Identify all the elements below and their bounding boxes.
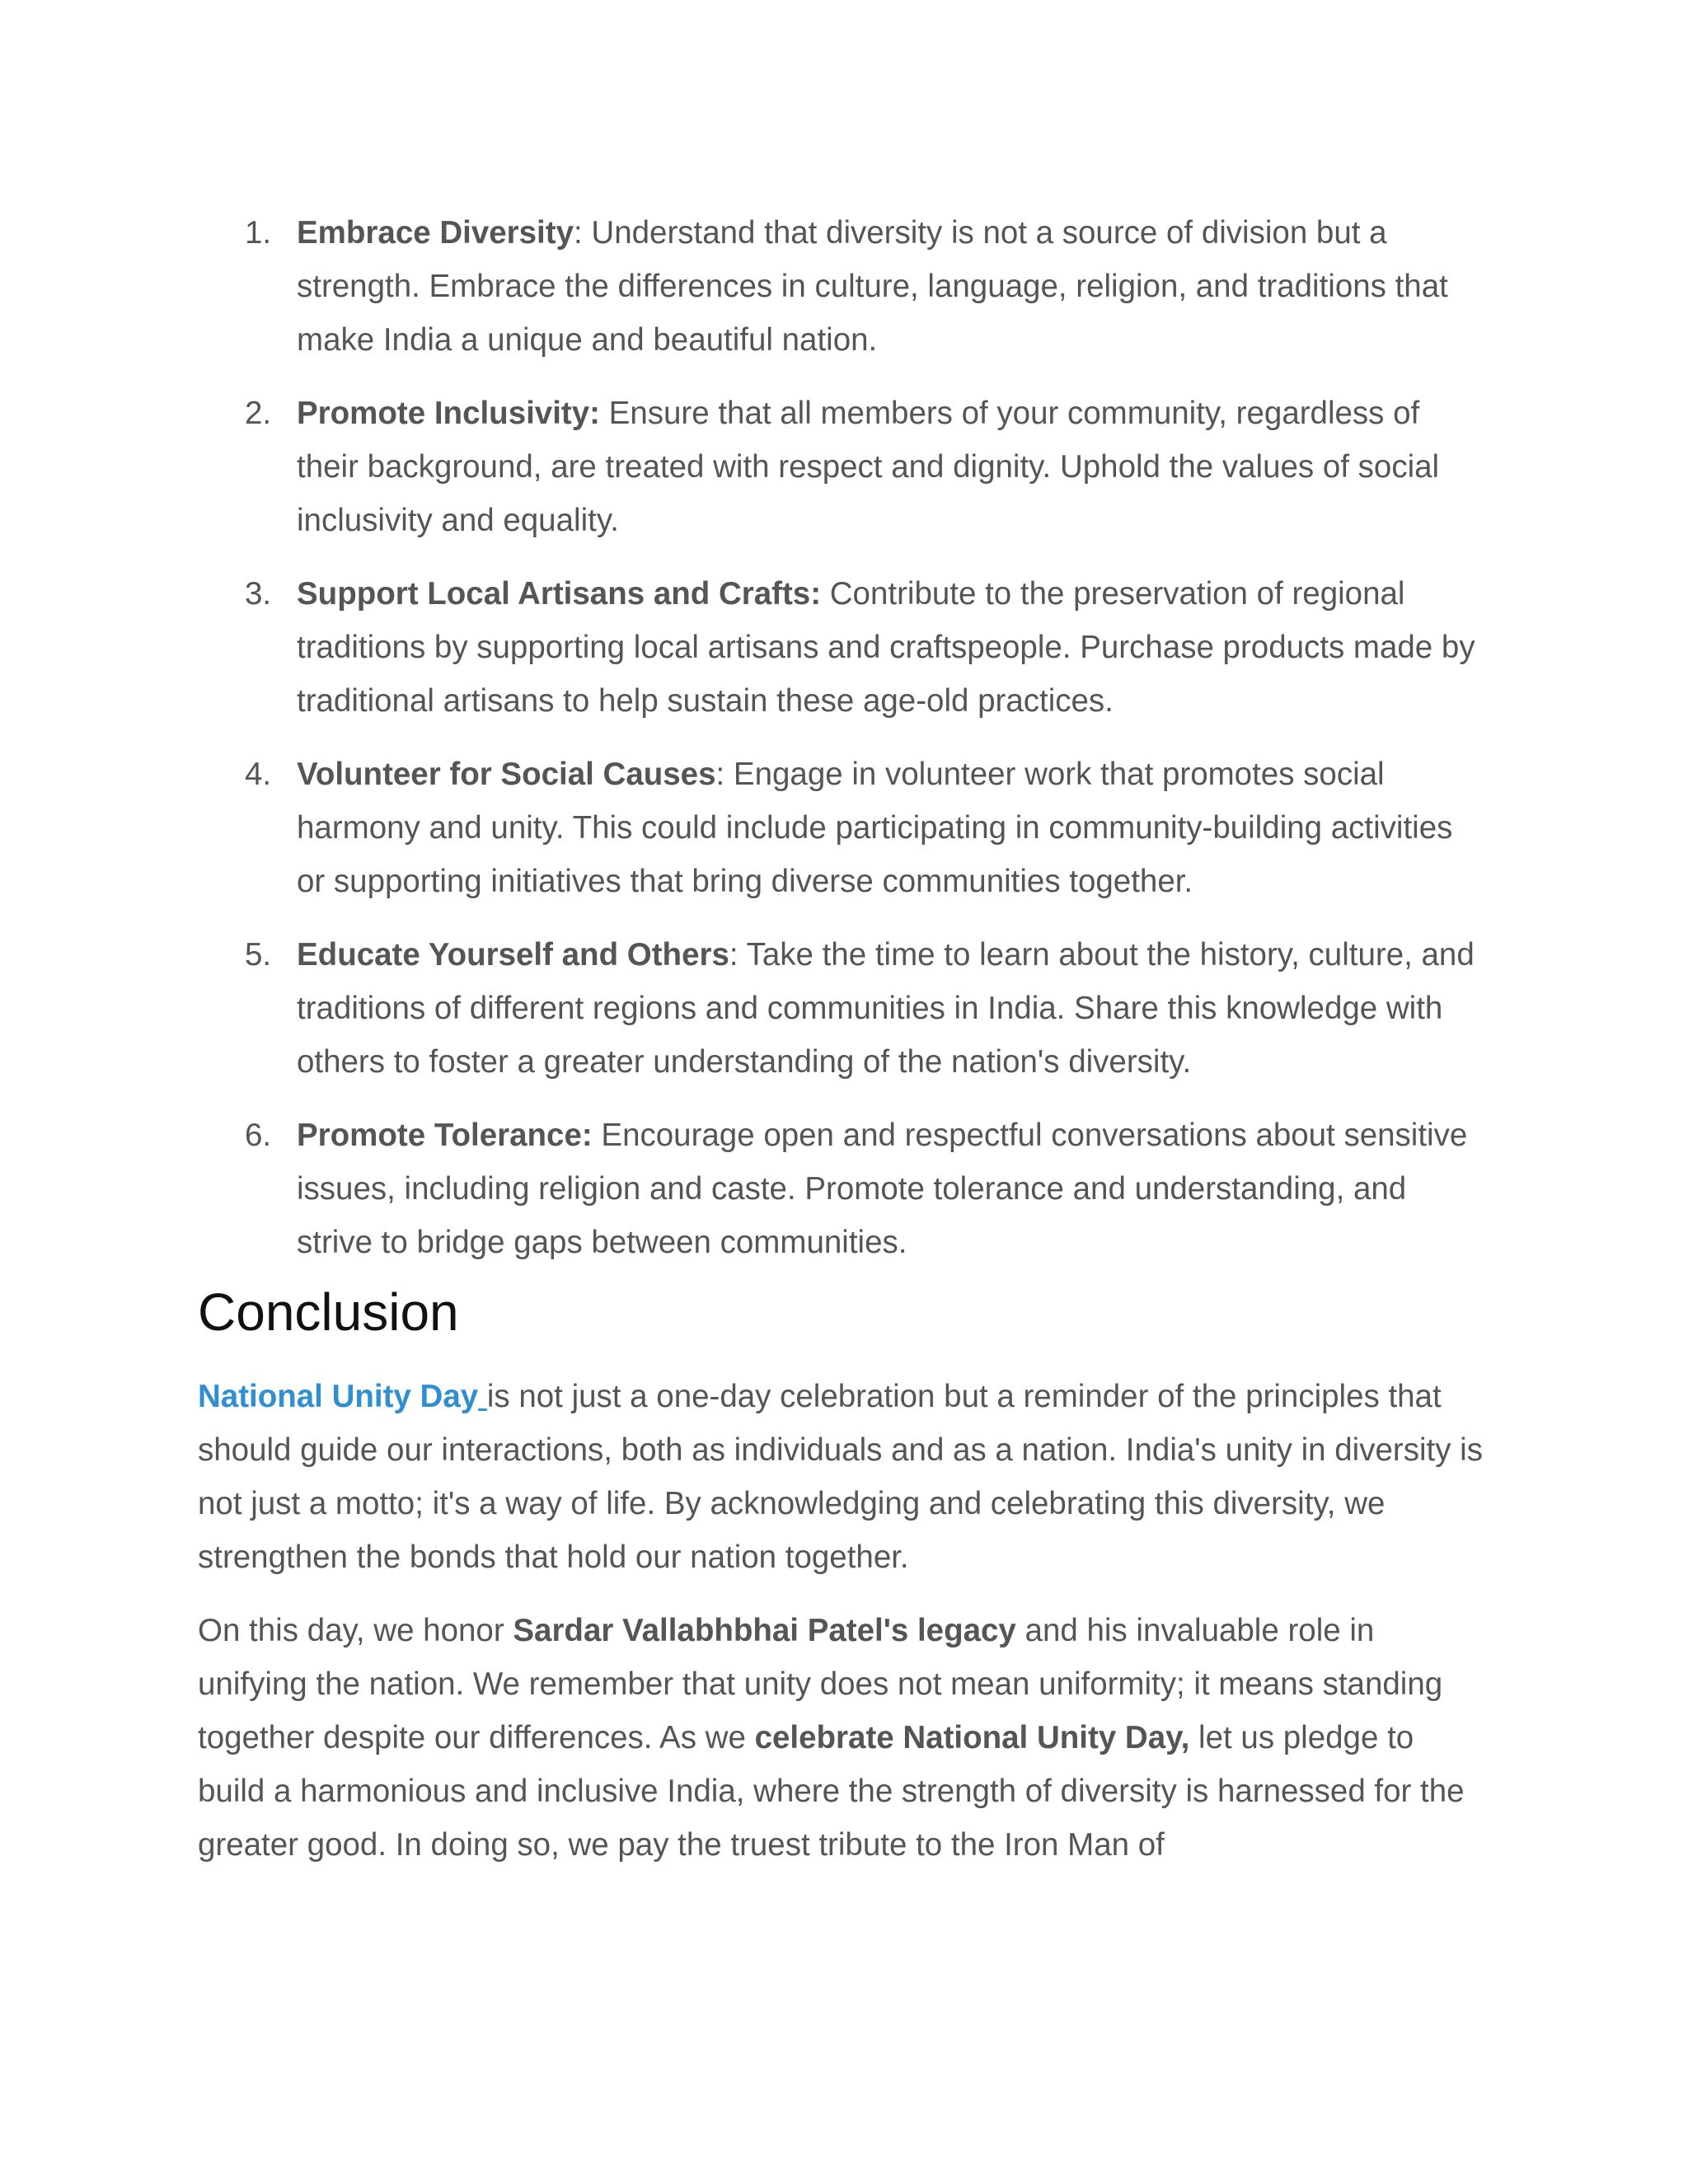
list-item <box>198 928 1488 1089</box>
list-item-number: 5. <box>245 937 272 972</box>
conclusion-paragraph-1 <box>198 1370 1488 1584</box>
paragraph-text: On this day, we honor <box>198 1613 513 1648</box>
document-content <box>198 206 1488 1891</box>
list-item-text: Contribute to the preservation of regional traditions by supporting local artisans and craftspeople. Purchase products made by traditional artisans to help sustain these age-old practices. <box>297 576 1475 719</box>
list-item-text: Take the time to learn about the history, culture, and traditions of different regions and communities in India. Share this knowledge with others to foster a greater understanding of the nation's diversity. <box>297 937 1475 1080</box>
tips-list <box>198 206 1488 1269</box>
paragraph-text: is not just a one-day celebration but a reminder of the principles that should guide our interactions, both as individuals and as a nation. India's unity in diversity is not just a motto; it's a way of life. By acknowledging and celebrating this diversity, we strengthen the bonds that hold our nation together. <box>198 1379 1483 1575</box>
list-item-separator: : <box>715 757 725 792</box>
section-heading-conclusion: Conclusion <box>198 1282 459 1342</box>
bold-text-celebrate: celebrate National Unity Day, <box>754 1720 1190 1755</box>
list-item-term: Promote Inclusivity: <box>297 396 600 431</box>
list-item-text: Understand that diversity is not a source of division but a strength. Embrace the differences in culture, language, religion, and traditions that make India a unique and beautiful nation. <box>297 215 1448 358</box>
list-item <box>198 1108 1488 1269</box>
list-item-term: Embrace Diversity <box>297 215 574 251</box>
list-item <box>198 206 1488 367</box>
list-item-text: Engage in volunteer work that promotes social harmony and unity. This could include participating in community-building activities or supporting initiatives that bring diverse communities together. <box>297 757 1453 899</box>
list-item-separator: : <box>729 937 738 972</box>
national-unity-day-link[interactable] <box>198 1379 487 1414</box>
list-item-number: 3. <box>245 576 272 612</box>
bold-text-patel-legacy: Sardar Vallabhbhai Patel's legacy <box>513 1613 1016 1648</box>
list-item-text: Ensure that all members of your community, regardless of their background, are treated with respect and dignity. Uphold the values of social inclusivity and equality. <box>297 396 1440 538</box>
list-item-number: 1. <box>245 215 272 251</box>
link-trailing-space <box>478 1379 487 1414</box>
list-item-term: Support Local Artisans and Crafts: <box>297 576 822 612</box>
list-item-term: Educate Yourself and Others <box>297 937 729 972</box>
list-item-separator: : <box>574 215 583 251</box>
list-item-term: Promote Tolerance: <box>297 1118 593 1153</box>
list-item-number: 6. <box>245 1118 272 1153</box>
list-item <box>198 567 1488 728</box>
list-item-number: 2. <box>245 396 272 431</box>
list-item-number: 4. <box>245 757 272 792</box>
list-item <box>198 387 1488 547</box>
link-text: National Unity Day <box>198 1379 479 1414</box>
paragraph-text: and his invaluable role in unifying the nation. We remember that unity does not mean uniformity; it means standing together despite our differences. As we <box>198 1613 1443 1755</box>
list-item <box>198 748 1488 908</box>
paragraph-text: let us pledge to build a harmonious and inclusive India, where the strength of diversity is harnessed for the greater good. In doing so, we pay the truest tribute to the Iron Man of <box>198 1720 1465 1863</box>
conclusion-paragraph-2 <box>198 1604 1488 1872</box>
list-item-term: Volunteer for Social Causes <box>297 757 716 792</box>
list-item-text: Encourage open and respectful conversations about sensitive issues, including religion and caste. Promote tolerance and understanding, and strive to bridge gaps between communities. <box>297 1118 1468 1260</box>
